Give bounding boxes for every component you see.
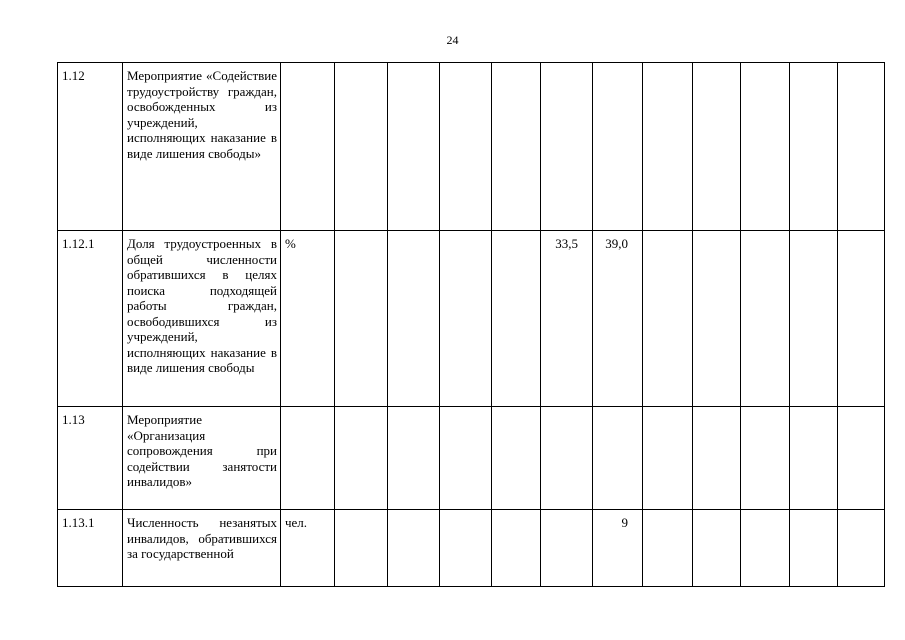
value-cell — [790, 407, 838, 510]
table-row — [58, 510, 885, 587]
value-cell — [741, 510, 790, 587]
value-cell — [838, 407, 885, 510]
value-cell — [335, 407, 388, 510]
value-cell — [693, 231, 741, 407]
value-cell — [643, 510, 693, 587]
value-cell — [593, 407, 643, 510]
row-number-cell: 1.12 — [58, 63, 123, 231]
value-cell — [440, 407, 492, 510]
value-cell — [440, 510, 492, 587]
value-cell — [693, 63, 741, 231]
row-number-cell: 1.13 — [58, 407, 123, 510]
value-cell — [741, 63, 790, 231]
unit-cell: чел. — [281, 510, 335, 587]
page-number: 24 — [446, 33, 459, 47]
value-cell — [693, 407, 741, 510]
value-cell — [643, 231, 693, 407]
value-cell — [790, 231, 838, 407]
value-cell — [541, 510, 593, 587]
table-row — [58, 407, 885, 510]
value-cell — [790, 63, 838, 231]
value-cell — [335, 231, 388, 407]
indicators-table — [57, 62, 885, 587]
unit-cell — [281, 63, 335, 231]
table-row — [58, 231, 885, 407]
description-cell: Доля трудоустроенных в общей численности обратившихся в целях поиска подходящей работы граждан, освободившихся из учреждений, исполняющих наказание в виде лишения свободы — [123, 231, 281, 407]
value-cell — [838, 231, 885, 407]
row-number-cell: 1.12.1 — [58, 231, 123, 407]
value-cell — [388, 510, 440, 587]
value-cell: 9 — [593, 510, 643, 587]
unit-cell — [281, 407, 335, 510]
value-cell — [440, 231, 492, 407]
value-cell — [492, 510, 541, 587]
value-cell — [388, 231, 440, 407]
value-cell — [643, 63, 693, 231]
value-cell — [541, 407, 593, 510]
value-cell — [440, 63, 492, 231]
unit-cell: % — [281, 231, 335, 407]
value-cell — [335, 63, 388, 231]
value-cell — [388, 63, 440, 231]
value-cell — [790, 510, 838, 587]
value-cell — [693, 510, 741, 587]
value-cell — [593, 63, 643, 231]
value-cell — [541, 63, 593, 231]
value-cell — [838, 63, 885, 231]
value-cell — [741, 407, 790, 510]
value-cell: 33,5 — [541, 231, 593, 407]
value-cell: 39,0 — [593, 231, 643, 407]
value-cell — [388, 407, 440, 510]
value-cell — [335, 510, 388, 587]
value-cell — [492, 231, 541, 407]
value-cell — [643, 407, 693, 510]
value-cell — [741, 231, 790, 407]
description-cell: Численность незанятых инвалидов, обратившихся за государственной — [123, 510, 281, 587]
description-cell: Мероприятие «Содействие трудоустройству граждан, освобожденных из учреждений, исполняющих наказание в виде лишения свободы» — [123, 63, 281, 231]
value-cell — [492, 407, 541, 510]
row-number-cell: 1.13.1 — [58, 510, 123, 587]
table-row — [58, 63, 885, 231]
value-cell — [492, 63, 541, 231]
description-cell: Мероприятие «Организация сопровождения при содействии занятости инвалидов» — [123, 407, 281, 510]
value-cell — [838, 510, 885, 587]
